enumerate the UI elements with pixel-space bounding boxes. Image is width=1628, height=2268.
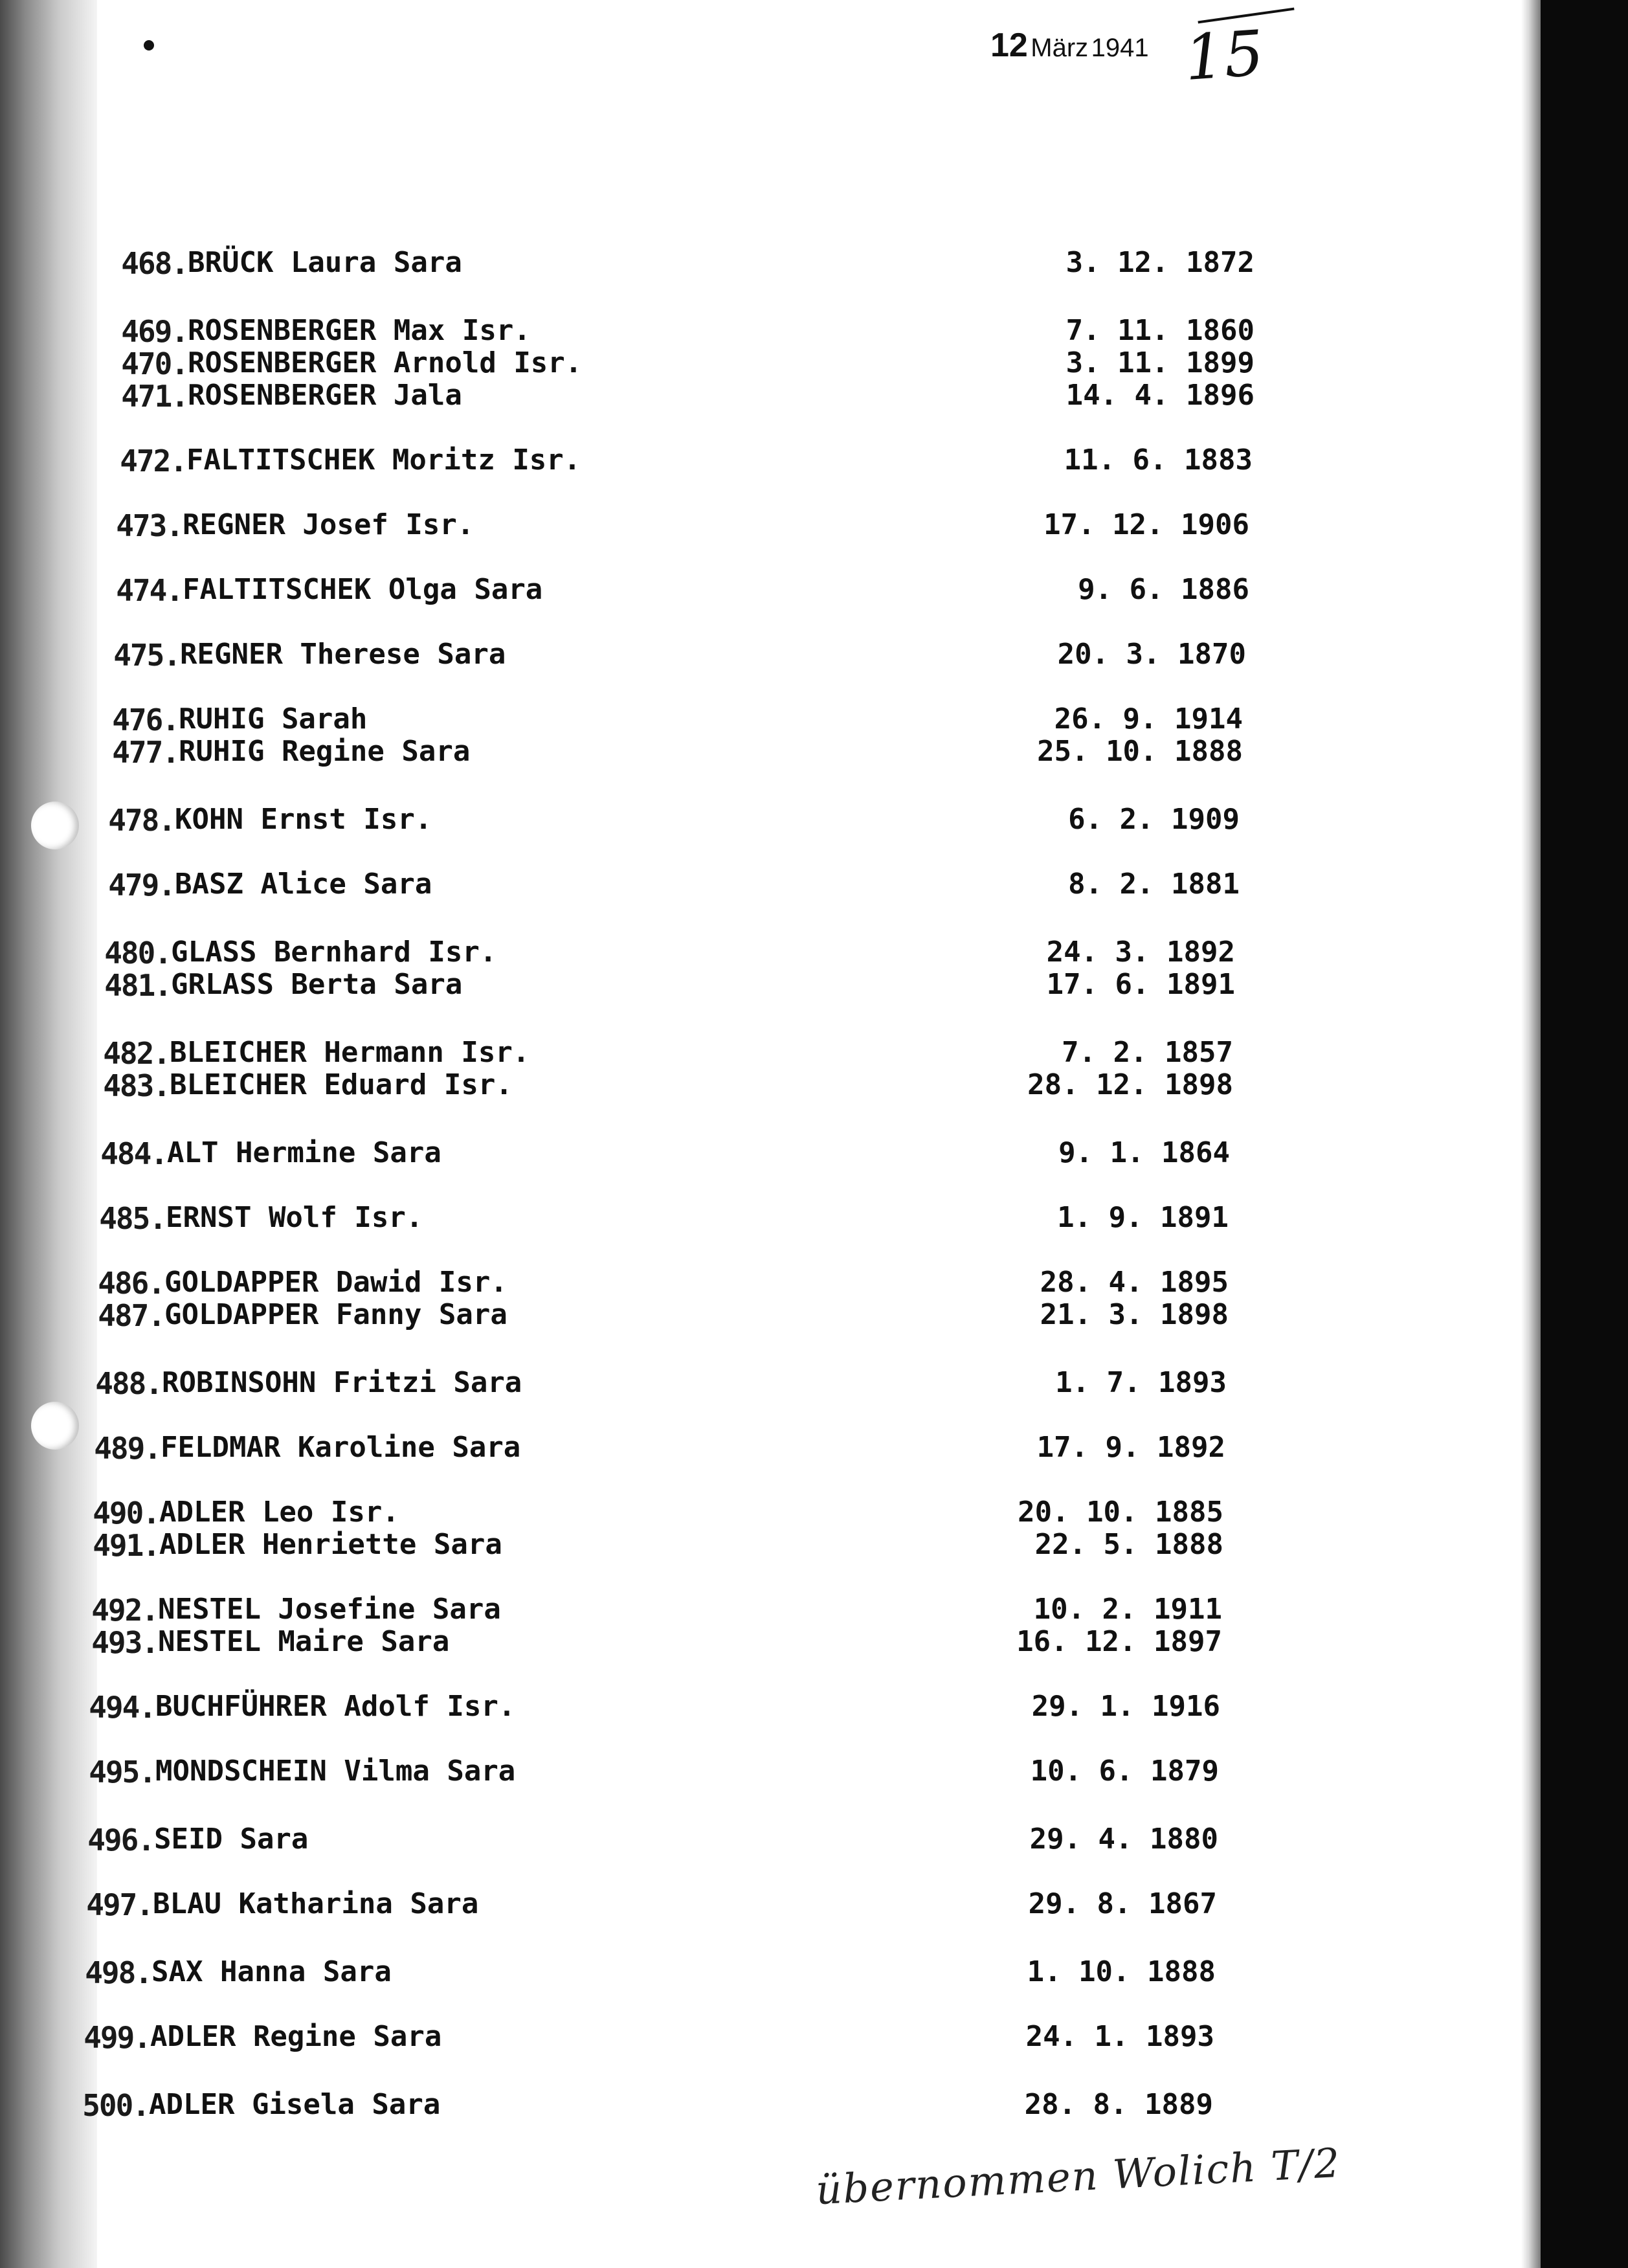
punch-hole <box>31 802 79 849</box>
entry-birthdate: 11. 6. 1883 <box>1064 443 1253 477</box>
entry-birthdate: 16. 12. 1897 <box>1016 1625 1222 1658</box>
stamp-month: März <box>1031 34 1089 62</box>
entry-birthdate: 10. 2. 1911 <box>1033 1593 1222 1626</box>
entry-name: REGNER Therese Sara <box>180 638 506 671</box>
entry-number: 489. <box>94 1431 161 1466</box>
entry-birthdate: 10. 6. 1879 <box>1030 1755 1219 1788</box>
entry-number: 475. <box>113 638 180 673</box>
entry-birthdate: 9. 1. 1864 <box>1058 1136 1230 1169</box>
entry-name: NESTEL Josefine Sara <box>158 1593 501 1626</box>
entry-name: ROSENBERGER Max Isr. <box>188 314 531 347</box>
entry-number: 488. <box>95 1366 162 1401</box>
stamp-year: 1941 <box>1091 34 1149 62</box>
entry-name: BRÜCK Laura Sara <box>188 246 462 279</box>
entry-name: ADLER Regine Sara <box>150 2020 442 2053</box>
entry-number: 474. <box>116 573 183 608</box>
entry-number: 499. <box>84 2020 150 2055</box>
entry-name: NESTEL Maire Sara <box>158 1625 450 1658</box>
stamp-day: 12 <box>990 27 1028 64</box>
entry-birthdate: 29. 1. 1916 <box>1031 1690 1220 1723</box>
entry-number: 480. <box>104 936 171 971</box>
entry-name: BASZ Alice Sara <box>175 868 432 901</box>
entry-birthdate: 14. 4. 1896 <box>1065 379 1254 412</box>
entry-name: GOLDAPPER Fanny Sara <box>164 1298 507 1331</box>
entry-number: 493. <box>91 1625 158 1660</box>
entry-number: 494. <box>89 1690 155 1725</box>
entry-number: 469. <box>121 314 188 349</box>
entry-birthdate: 1. 7. 1893 <box>1055 1366 1227 1399</box>
entry-name: SEID Sara <box>154 1823 309 1856</box>
entry-number: 500. <box>82 2088 149 2123</box>
entry-name: SAX Hanna Sara <box>151 1955 392 1988</box>
entry-name: GLASS Bernhard Isr. <box>171 936 497 969</box>
entry-number: 491. <box>93 1528 159 1563</box>
entry-number: 468. <box>121 246 188 281</box>
entry-birthdate: 21. 3. 1898 <box>1040 1298 1229 1331</box>
entry-number: 482. <box>103 1036 170 1071</box>
entry-birthdate: 24. 1. 1893 <box>1025 2020 1214 2053</box>
entry-number: 496. <box>87 1823 154 1858</box>
entry-birthdate: 26. 9. 1914 <box>1054 702 1243 735</box>
entry-number: 495. <box>89 1755 155 1790</box>
entry-birthdate: 6. 2. 1909 <box>1068 803 1240 836</box>
entry-birthdate: 8. 2. 1881 <box>1068 868 1240 901</box>
entry-number: 473. <box>116 508 183 543</box>
scan-background <box>1541 0 1628 2268</box>
page-number: 15 <box>1182 16 1266 95</box>
entry-name: BUCHFÜHRER Adolf Isr. <box>155 1690 516 1723</box>
entry-birthdate: 1. 10. 1888 <box>1027 1955 1216 1988</box>
entry-birthdate: 25. 10. 1888 <box>1037 735 1243 768</box>
entry-name: FALTITSCHEK Olga Sara <box>183 573 543 606</box>
entry-number: 485. <box>99 1201 166 1236</box>
entry-birthdate: 3. 12. 1872 <box>1065 246 1254 279</box>
entry-number: 487. <box>98 1298 164 1333</box>
entry-name: ADLER Gisela Sara <box>149 2088 441 2121</box>
entry-number: 490. <box>93 1496 159 1531</box>
entry-birthdate: 24. 3. 1892 <box>1046 936 1235 969</box>
entry-number: 492. <box>91 1593 158 1628</box>
page-edge <box>1521 0 1541 2268</box>
entry-name: FELDMAR Karoline Sara <box>161 1431 521 1464</box>
entry-birthdate: 28. 8. 1889 <box>1024 2088 1213 2121</box>
entry-birthdate: 3. 11. 1899 <box>1065 346 1254 379</box>
entry-birthdate: 9. 6. 1886 <box>1078 573 1249 606</box>
entry-birthdate: 20. 10. 1885 <box>1018 1496 1223 1529</box>
entry-birthdate: 7. 11. 1860 <box>1065 314 1254 347</box>
entry-name: REGNER Josef Isr. <box>183 508 474 541</box>
entry-birthdate: 29. 8. 1867 <box>1028 1887 1217 1920</box>
entry-name: ROSENBERGER Arnold Isr. <box>188 346 583 379</box>
entry-number: 472. <box>120 443 186 478</box>
binding-shadow <box>0 0 97 2268</box>
entry-name: BLEICHER Eduard Isr. <box>170 1068 513 1101</box>
entry-birthdate: 20. 3. 1870 <box>1057 638 1246 671</box>
entry-birthdate: 22. 5. 1888 <box>1034 1528 1223 1561</box>
date-stamp <box>990 26 1149 65</box>
entry-number: 479. <box>108 868 175 903</box>
entry-number: 486. <box>98 1266 164 1301</box>
entry-name: RUHIG Sarah <box>179 702 368 735</box>
entry-name: ADLER Henriette Sara <box>159 1528 502 1561</box>
ink-mark <box>144 40 154 51</box>
entry-name: GRLASS Berta Sara <box>171 968 463 1001</box>
handwritten-note: übernommen Wolich T/2 <box>814 2139 1343 2214</box>
entry-name: ROBINSOHN Fritzi Sara <box>162 1366 522 1399</box>
entry-name: MONDSCHEIN Vilma Sara <box>155 1755 516 1788</box>
entry-number: 498. <box>85 1955 151 1990</box>
entry-number: 477. <box>112 735 179 770</box>
entry-number: 481. <box>104 968 171 1003</box>
entry-number: 497. <box>86 1887 153 1922</box>
entry-number: 476. <box>112 702 179 737</box>
entry-birthdate: 7. 2. 1857 <box>1062 1036 1233 1069</box>
entry-number: 484. <box>100 1136 167 1171</box>
entry-name: GOLDAPPER Dawid Isr. <box>164 1266 507 1299</box>
entry-birthdate: 17. 12. 1906 <box>1043 508 1249 541</box>
entry-birthdate: 17. 6. 1891 <box>1046 968 1235 1001</box>
entry-name: BLEICHER Hermann Isr. <box>170 1036 530 1069</box>
entry-name: FALTITSCHEK Moritz Isr. <box>186 443 581 477</box>
entry-name: ADLER Leo Isr. <box>159 1496 399 1529</box>
punch-hole <box>31 1402 79 1450</box>
entry-birthdate: 28. 4. 1895 <box>1040 1266 1229 1299</box>
entry-birthdate: 1. 9. 1891 <box>1057 1201 1229 1234</box>
entry-birthdate: 17. 9. 1892 <box>1036 1431 1225 1464</box>
entry-number: 483. <box>103 1068 170 1103</box>
entry-name: RUHIG Regine Sara <box>179 735 471 768</box>
entry-birthdate: 28. 12. 1898 <box>1027 1068 1233 1101</box>
entry-number: 471. <box>121 379 188 414</box>
entry-birthdate: 29. 4. 1880 <box>1029 1823 1218 1856</box>
entry-name: ALT Hermine Sara <box>167 1136 441 1169</box>
entry-name: ERNST Wolf Isr. <box>166 1201 423 1234</box>
entry-number: 470. <box>121 346 188 381</box>
entry-name: BLAU Katharina Sara <box>153 1887 479 1920</box>
entry-name: KOHN Ernst Isr. <box>175 803 432 836</box>
entry-name: ROSENBERGER Jala <box>188 379 462 412</box>
entry-number: 478. <box>108 803 175 838</box>
